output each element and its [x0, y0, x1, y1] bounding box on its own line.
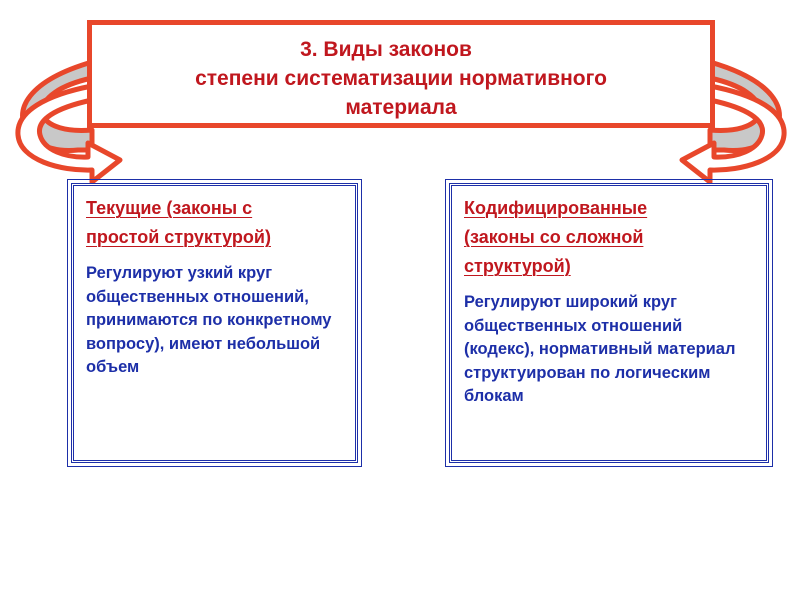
- current-laws-card: [71, 183, 358, 463]
- title-box: [87, 20, 715, 128]
- codified-laws-description: Регулируют широкий круг общественных отношений (кодекс), нормативный материал структуирован по логическим блокам: [464, 293, 736, 405]
- title-line-2: степени систематизации нормативного: [195, 67, 607, 90]
- heading-line: (законы со сложной: [464, 227, 644, 247]
- heading-line: простой структурой): [86, 227, 271, 247]
- heading-line: Кодифицированные: [464, 198, 648, 218]
- codified-laws-card: [449, 183, 769, 463]
- current-laws-description: Регулируют узкий круг общественных отношений, принимаются по конкретному вопросу), имеют небольшой объем: [86, 264, 332, 376]
- current-laws-heading: [86, 194, 345, 252]
- heading-line: структурой): [464, 256, 571, 276]
- codified-laws-heading: [464, 194, 756, 281]
- title-line-3: материала: [345, 96, 457, 119]
- heading-line: Текущие (законы с: [86, 198, 253, 218]
- title-line-1: 3. Виды законов: [300, 38, 472, 61]
